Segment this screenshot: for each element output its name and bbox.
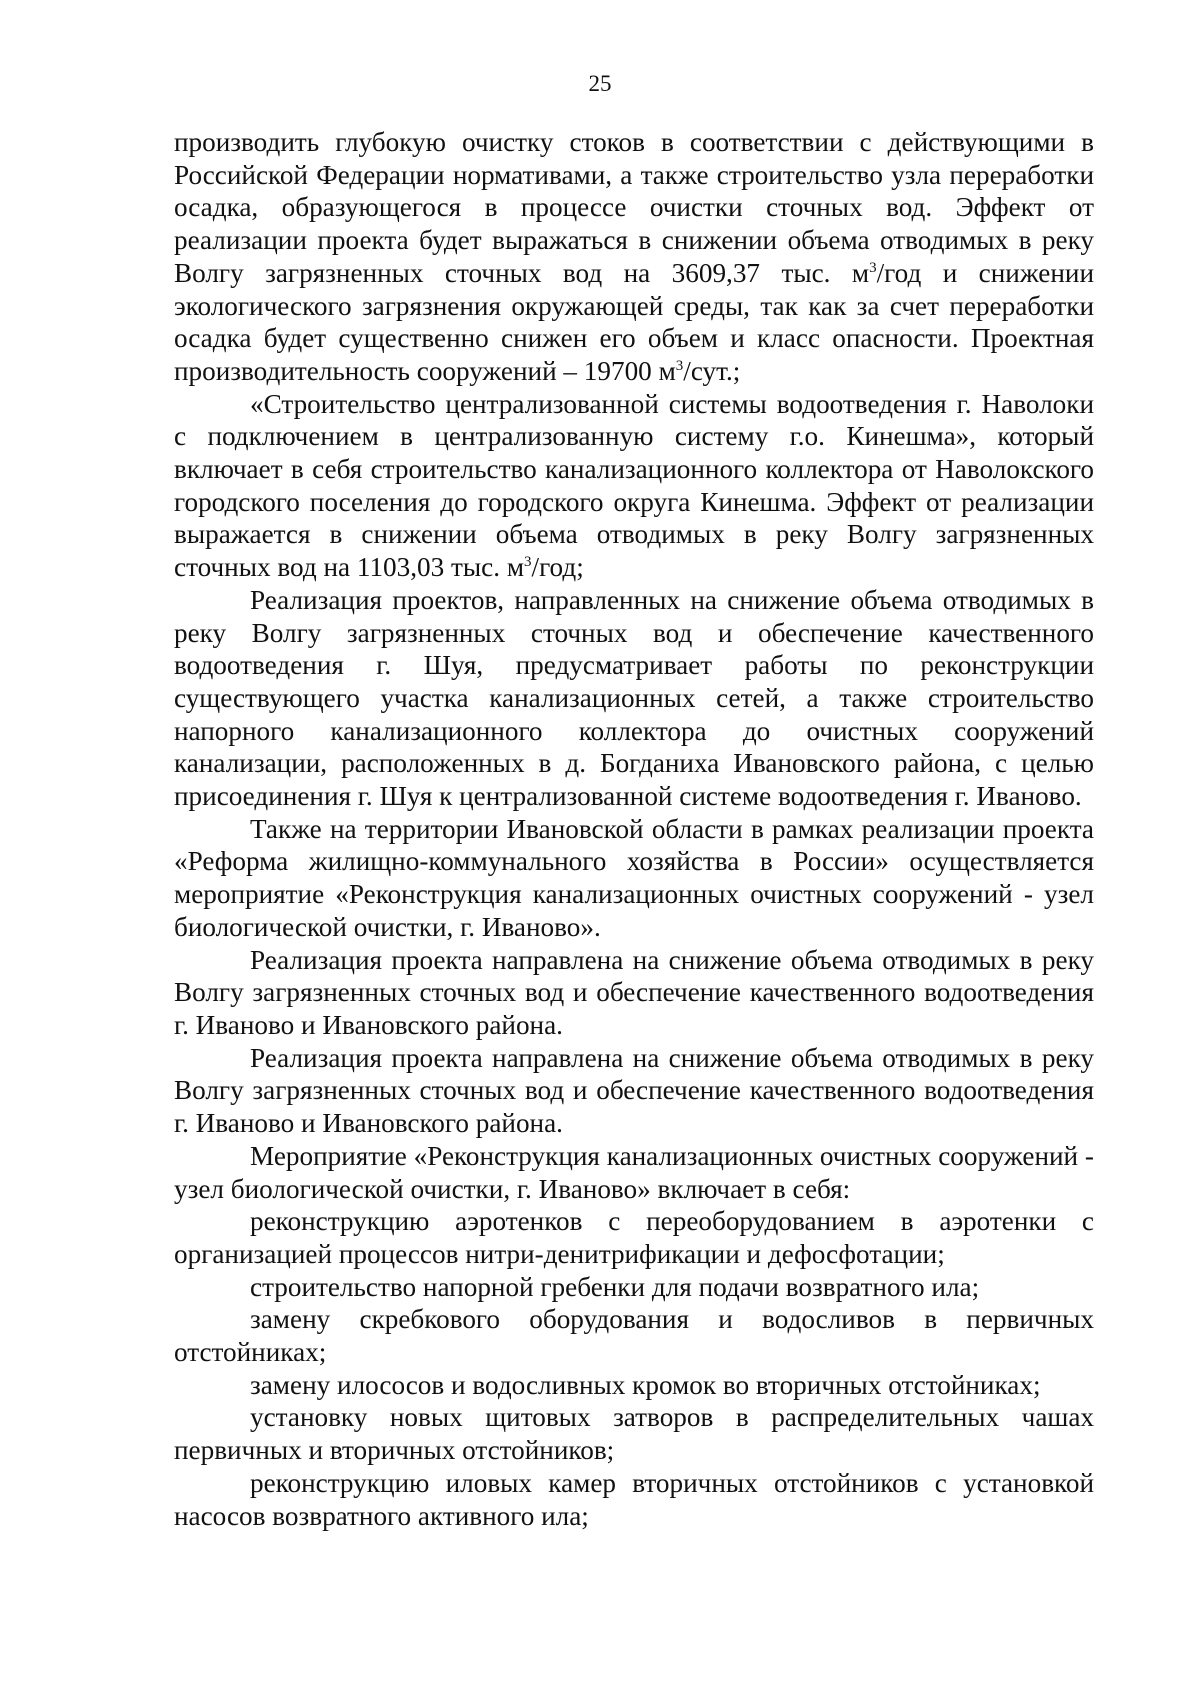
paragraph-project-aim-repeat: Реализация проекта направлена на снижение объема отводимых в реку Волгу загрязненных сточных вод и обеспечение качественного водоотведения г. Иваново и Ивановского района. <box>174 1042 1094 1139</box>
list-item-pressure-manifold: строительство напорной гребенки для подачи возвратного ила; <box>250 1271 980 1302</box>
list-item-sludge-suckers: замену илососов и водосливных кромок во вторичных отстойниках; <box>250 1369 1041 1400</box>
paragraph-project-aim: Реализация проекта направлена на снижение объема отводимых в реку Волгу загрязненных сточных вод и обеспечение качественного водоотведения г. Иваново и Ивановского района. <box>174 944 1094 1040</box>
page-number: 25 <box>588 71 612 96</box>
paragraph-text: /год; <box>531 552 584 583</box>
document-body <box>174 126 1094 1532</box>
paragraph-ivanovo-reform: Также на территории Ивановской области в рамках реализации проекта «Реформа жилищно-коммунального хозяйства в России» осуществляется мероприятие «Реконструкция канализационных очистных сооружений - узел биологической очистки, г. Иваново». <box>174 813 1094 942</box>
paragraph-text: /сут.; <box>683 355 741 386</box>
superscript-cube: 3 <box>869 259 877 276</box>
paragraph-measure-includes: Мероприятие «Реконструкция канализационных очистных сооружений - узел биологической очистки, г. Иваново» включает в себя: <box>174 1140 1094 1204</box>
paragraph-text: «Строительство централизованной системы водоотведения г. Наволоки с подключением в централизованную систему г.о. Кинешма», который включает в себя строительство канализационного коллектора от Наволокского городского поселения до городского округа Кинешма. Эффект от реализации выражается в снижении объема отводимых в реку Волгу загрязненных сточных вод на 1103,03 тыс. м <box>174 388 1094 583</box>
paragraph-text: /год и снижении экологического загрязнения окружающей среды, так как за счет переработки осадка будет существенно снижен его объем и класс опасности. Проектная производительность сооружений – 19700 м <box>174 257 1094 386</box>
paragraph-shuya-projects: Реализация проектов, направленных на снижение объема отводимых в реку Волгу загрязненных сточных вод и обеспечение качественного водоотведения г. Шуя, предусматривает работы по реконструкции существующего участка канализационных сетей, а также строительство напорного канализационного коллектора до очистных сооружений канализации, расположенных в д. Богданиха Ивановского района, с целью присоединения г. Шуя к централизованной системе водоотведения г. Иваново. <box>174 584 1094 812</box>
paragraph-treatment-plant-effect <box>174 126 1094 388</box>
superscript-cube: 3 <box>675 357 684 374</box>
paragraph-text: производить глубокую очистку стоков в соответствии с действующими в Российской Федерации нормативами, а также строительство узла переработки осадка, образующегося в процессе очистки сточных вод. Эффект от реализации проекта будет выражаться в снижении объема отводимых в реку Волгу загрязненных сточных вод на 3609,37 тыс. м <box>174 127 1094 288</box>
paragraph-navoloki-project <box>174 388 1094 584</box>
list-item-gate-valves: установку новых щитовых затворов в распределительных чашах первичных и вторичных отстойников; <box>174 1402 1094 1466</box>
superscript-cube: 3 <box>524 554 532 571</box>
list-item-aerotanks: реконструкцию аэротенков с переоборудованием в аэротенки с организацией процессов нитри-денитрификации и дефосфотации; <box>174 1206 1094 1269</box>
list-item-scraper-equipment: замену скребкового оборудования и водосливов в первичных отстойниках; <box>174 1304 1094 1368</box>
list-item-sludge-chambers: реконструкцию иловых камер вторичных отстойников с установкой насосов возвратного активного ила; <box>174 1467 1094 1531</box>
